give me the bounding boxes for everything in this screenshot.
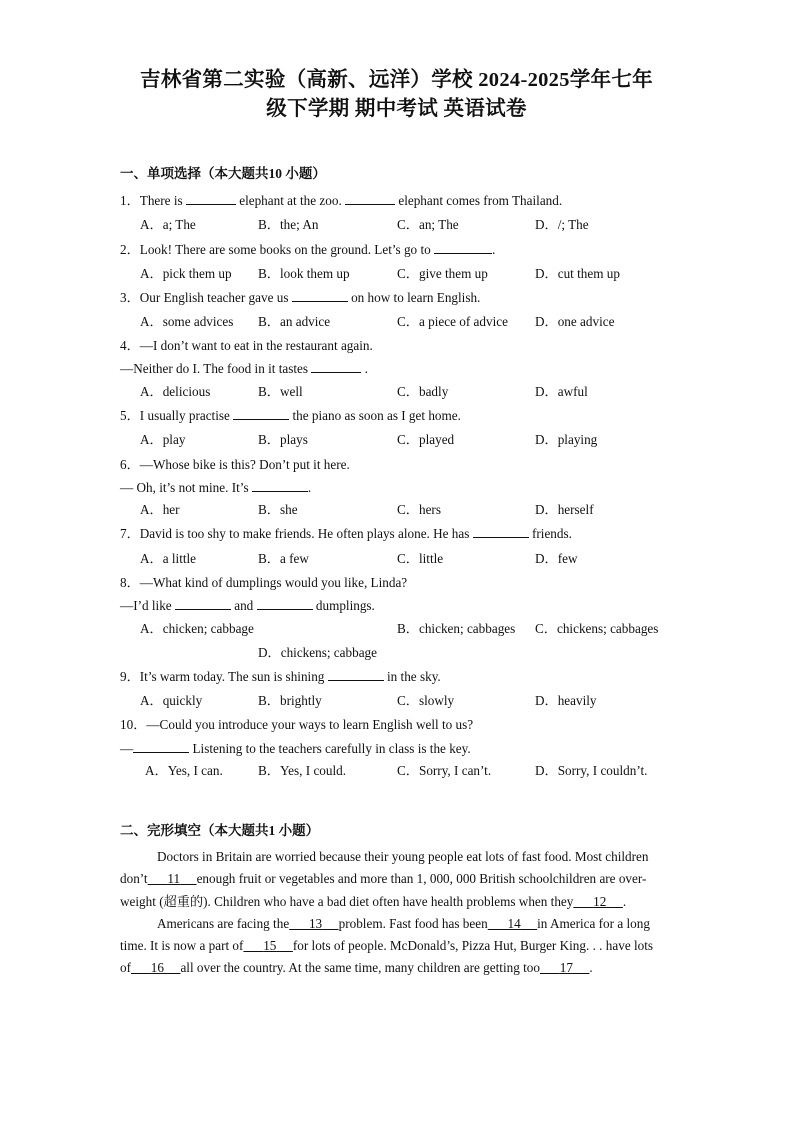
answer-blank xyxy=(257,597,313,610)
option-b: B．chicken; cabbages xyxy=(397,621,516,636)
option-d: D．cut them up xyxy=(535,266,620,281)
option-d: D．few xyxy=(535,551,578,566)
section1-heading: 一、单项选择（本大题共10 小题） xyxy=(120,166,326,181)
option-a: A．some advices xyxy=(140,314,234,329)
answer-blank xyxy=(252,479,308,492)
question-8-reply: —I’d like and dumplings. xyxy=(120,598,375,613)
answer-blank xyxy=(345,192,395,205)
option-a: A．quickly xyxy=(140,693,203,708)
section2-heading: 二、完形填空（本大题共1 小题） xyxy=(120,823,320,838)
answer-blank xyxy=(473,525,529,538)
option-d: D．chickens; cabbage xyxy=(258,645,378,660)
answer-blank xyxy=(133,740,189,753)
option-b: B．an advice xyxy=(258,314,331,329)
option-d: D．/; The xyxy=(535,217,589,232)
option-a: A．her xyxy=(140,502,180,517)
cloze-passage xyxy=(120,846,668,980)
question-4-stem: 4．—I don’t want to eat in the restaurant again. xyxy=(120,338,373,353)
question-9-stem: 9．It’s warm today. The sun is shining in the sky. xyxy=(120,669,441,684)
answer-blank xyxy=(311,360,361,373)
option-b: B．Yes, I could. xyxy=(258,763,347,778)
title-line-2: 级下学期 期中考试 英语试卷 xyxy=(266,98,527,120)
option-c: C．hers xyxy=(397,502,441,517)
cloze-paragraph-1: Doctors in Britain are worried because their young people eat lots of fast food. Most children don’t 11 enough fruit or vegetables and more than 1, 000, 000 British schoolchildren are over-weight (超重的). Children who have a bad diet often have health problems when they 12 . xyxy=(120,849,649,909)
question-10-stem: 10．—Could you introduce your ways to learn English well to us? xyxy=(120,717,474,732)
option-b: B．she xyxy=(258,502,298,517)
question-4-reply: —Neither do I. The food in it tastes . xyxy=(120,361,368,376)
question-3-stem: 3．Our English teacher gave us on how to learn English. xyxy=(120,290,481,305)
option-a: A．pick them up xyxy=(140,266,232,281)
option-d: D．heavily xyxy=(535,693,597,708)
option-d: D．herself xyxy=(535,502,594,517)
option-b: B．brightly xyxy=(258,693,322,708)
option-a: A．delicious xyxy=(140,384,211,399)
question-6-stem: 6．—Whose bike is this? Don’t put it here. xyxy=(120,457,350,472)
cloze-blank-11: 11 xyxy=(167,871,181,887)
title-line-1: 吉林省第二实验（高新、远洋）学校 2024-2025学年七年 xyxy=(140,69,653,91)
option-c: C．little xyxy=(397,551,444,566)
question-2-stem: 2．Look! There are some books on the ground. Let’s go to . xyxy=(120,242,496,257)
option-d: D．playing xyxy=(535,432,598,447)
option-a: A．chicken; cabbage xyxy=(140,621,254,636)
answer-blank xyxy=(434,241,492,254)
question-8-stem: 8．—What kind of dumplings would you like, Linda? xyxy=(120,575,408,590)
option-a: A．a; The xyxy=(140,217,196,232)
answer-blank xyxy=(292,289,348,302)
option-c: C．slowly xyxy=(397,693,455,708)
question-1-stem: 1．There is elephant at the zoo. elephant comes from Thailand. xyxy=(120,193,563,208)
cloze-blank-14: 14 xyxy=(507,915,521,931)
answer-blank xyxy=(186,192,236,205)
option-c: C．badly xyxy=(397,384,449,399)
option-c: C．chickens; cabbages xyxy=(535,621,659,636)
option-a: A．Yes, I can. xyxy=(145,763,223,778)
option-d: D．awful xyxy=(535,384,588,399)
option-c: C．Sorry, I can’t. xyxy=(397,763,492,778)
option-a: A．play xyxy=(140,432,186,447)
question-7-stem: 7．David is too shy to make friends. He often plays alone. He has friends. xyxy=(120,526,572,541)
option-b: B．the; An xyxy=(258,217,319,232)
answer-blank xyxy=(175,597,231,610)
option-b: B．look them up xyxy=(258,266,350,281)
option-c: C．a piece of advice xyxy=(397,314,508,329)
option-c: C．give them up xyxy=(397,266,488,281)
option-c: C．an; The xyxy=(397,217,459,232)
answer-blank xyxy=(233,407,289,420)
option-a: A．a little xyxy=(140,551,197,566)
option-c: C．played xyxy=(397,432,455,447)
option-b: B．a few xyxy=(258,551,309,566)
option-d: D．Sorry, I couldn’t. xyxy=(535,763,648,778)
question-10-reply: — Listening to the teachers carefully in class is the key. xyxy=(120,741,471,756)
cloze-blank-13: 13 xyxy=(308,915,323,931)
option-b: B．plays xyxy=(258,432,308,447)
cloze-blank-15: 15 xyxy=(263,938,277,954)
question-5-stem: 5．I usually practise the piano as soon as I get home. xyxy=(120,408,461,423)
cloze-blank-16: 16 xyxy=(150,960,164,976)
cloze-blank-17: 17 xyxy=(559,960,573,976)
cloze-paragraph-2: Americans are facing the 13 problem. Fast food has been 14 in America for a long time. It is now a part of 15 for lots of people. McDonald’s, Pizza Hut, Burger King. . . have lots of 16 all over the country. At the same time, many children are getting too 17 . xyxy=(120,915,654,976)
question-6-reply: — Oh, it’s not mine. It’s . xyxy=(120,480,312,495)
answer-blank xyxy=(328,668,384,681)
exam-title xyxy=(60,66,733,124)
option-d: D．one advice xyxy=(535,314,615,329)
option-b: B．well xyxy=(258,384,303,399)
cloze-blank-12: 12 xyxy=(593,893,607,909)
